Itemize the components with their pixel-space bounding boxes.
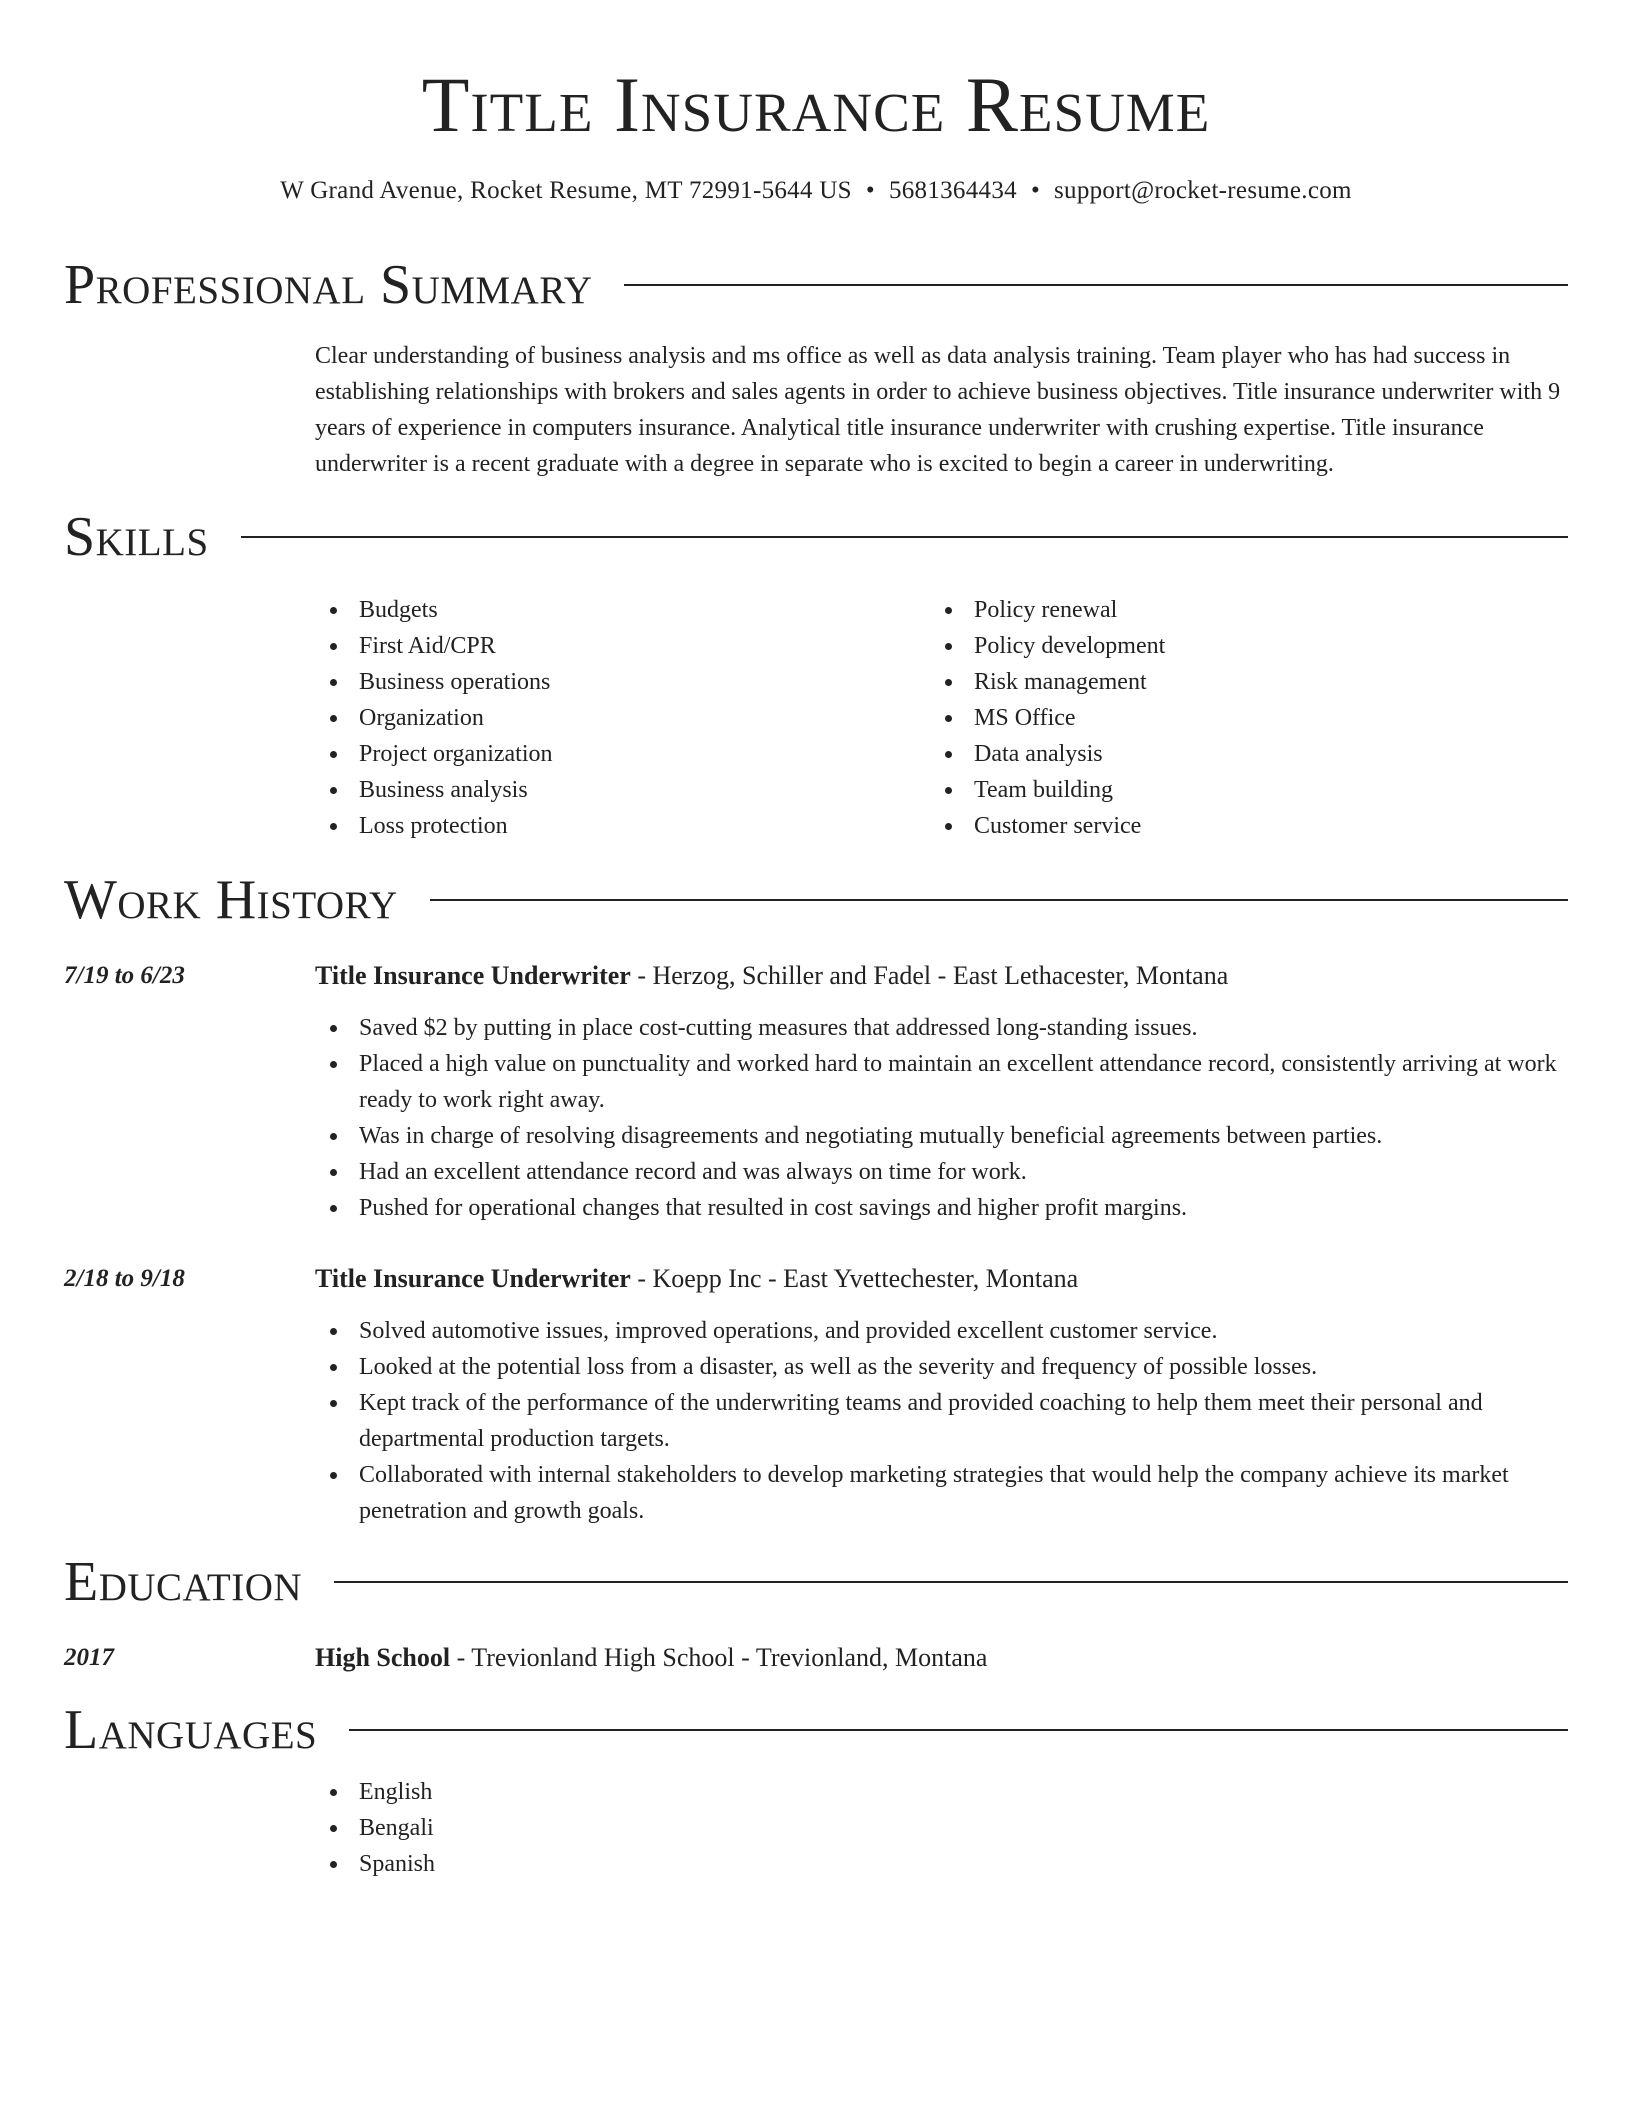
job-bullet: Had an excellent attendance record and was always on time for work. — [315, 1154, 1568, 1190]
skills-list-left — [315, 592, 915, 844]
language-item: English — [315, 1774, 1568, 1810]
job-role: Title Insurance Underwriter — [315, 1264, 631, 1293]
language-item: Bengali — [315, 1810, 1568, 1846]
skill-item: Budgets — [315, 592, 915, 628]
language-item: Spanish — [315, 1846, 1568, 1882]
separator: • — [1030, 177, 1040, 204]
job-bullet: Pushed for operational changes that resulted in cost savings and higher profit margins. — [315, 1190, 1568, 1226]
section-header-work-history — [64, 868, 1568, 932]
section-title: Education — [64, 1551, 303, 1613]
skill-item: Project organization — [315, 736, 915, 772]
skill-item: Loss protection — [315, 808, 915, 844]
skills-list-right — [930, 592, 1530, 844]
section-title: Skills — [64, 506, 209, 568]
separator: • — [865, 177, 875, 204]
skill-item: MS Office — [930, 700, 1530, 736]
job-bullet: Looked at the potential loss from a disaster, as well as the severity and frequency of possible losses. — [315, 1349, 1568, 1385]
section-divider — [624, 284, 1568, 286]
job-title-line — [315, 958, 1568, 994]
section-divider — [334, 1581, 1568, 1583]
job-details: - Koepp Inc - East Yvettechester, Montana — [630, 1264, 1079, 1293]
skill-item: Organization — [315, 700, 915, 736]
email: support@rocket-resume.com — [1054, 177, 1352, 204]
job-title-line — [315, 1261, 1568, 1297]
summary-text: Clear understanding of business analysis and ms office as well as data analysis training. Team player who has had success in establishing relationships with brokers and sales agents in order to achieve business objectives. Title insurance underwriter with 9 years of experience in computers insurance. Analytical title insurance underwriter with crushing expertise. Title insurance underwriter is a recent graduate with a degree in separate who is excited to begin a career in underwriting. — [315, 343, 1561, 477]
section-header-summary — [64, 253, 1568, 317]
phone: 5681364434 — [888, 177, 1017, 204]
section-divider — [349, 1729, 1568, 1731]
job-bullet: Saved $2 by putting in place cost-cutting measures that addressed long-standing issues. — [315, 1010, 1568, 1046]
skill-item: Data analysis — [930, 736, 1530, 772]
section-title: Work History — [64, 869, 398, 931]
section-header-skills — [64, 505, 1568, 569]
education-details: - Trevionland High School - Trevionland, Montana — [450, 1643, 988, 1672]
job-details: - Herzog, Schiller and Fadel - East Lethacester, Montana — [630, 961, 1229, 990]
section-title: Languages — [64, 1699, 318, 1761]
skill-item: Risk management — [930, 664, 1530, 700]
skill-item: First Aid/CPR — [315, 628, 915, 664]
section-divider — [241, 536, 1568, 538]
job-bullet: Collaborated with internal stakeholders to develop marketing strategies that would help the company achieve its market penetration and growth goals. — [315, 1457, 1568, 1529]
education-line — [315, 1640, 1568, 1676]
job-bullets — [315, 1313, 1568, 1529]
skill-item: Policy development — [930, 628, 1530, 664]
skill-item: Customer service — [930, 808, 1530, 844]
job-role: Title Insurance Underwriter — [315, 961, 631, 990]
section-header-education — [64, 1550, 1568, 1614]
resume-title: Title Insurance Resume — [421, 61, 1211, 148]
skill-item: Team building — [930, 772, 1530, 808]
languages-list — [315, 1774, 1568, 1882]
skill-item: Business operations — [315, 664, 915, 700]
job-bullet: Solved automotive issues, improved operations, and provided excellent customer service. — [315, 1313, 1568, 1349]
section-divider — [430, 899, 1568, 901]
job-bullets — [315, 1010, 1568, 1226]
job-bullet: Placed a high value on punctuality and worked hard to maintain an excellent attendance record, consistently arriving at work ready to work right away. — [315, 1046, 1568, 1118]
job-bullet: Was in charge of resolving disagreements and negotiating mutually beneficial agreements between parties. — [315, 1118, 1568, 1154]
job-dates: 2/18 to 9/18 — [64, 1265, 185, 1292]
skill-item: Policy renewal — [930, 592, 1530, 628]
job-dates: 7/19 to 6/23 — [64, 962, 185, 989]
contact-line — [0, 174, 1632, 208]
section-header-languages — [64, 1698, 1568, 1762]
education-year: 2017 — [64, 1644, 114, 1671]
job-bullet: Kept track of the performance of the underwriting teams and provided coaching to help them meet their personal and departmental production targets. — [315, 1385, 1568, 1457]
section-title: Professional Summary — [64, 254, 593, 316]
education-degree: High School — [315, 1643, 451, 1672]
skill-item: Business analysis — [315, 772, 915, 808]
address: W Grand Avenue, Rocket Resume, MT 72991-5644 US — [280, 177, 852, 204]
